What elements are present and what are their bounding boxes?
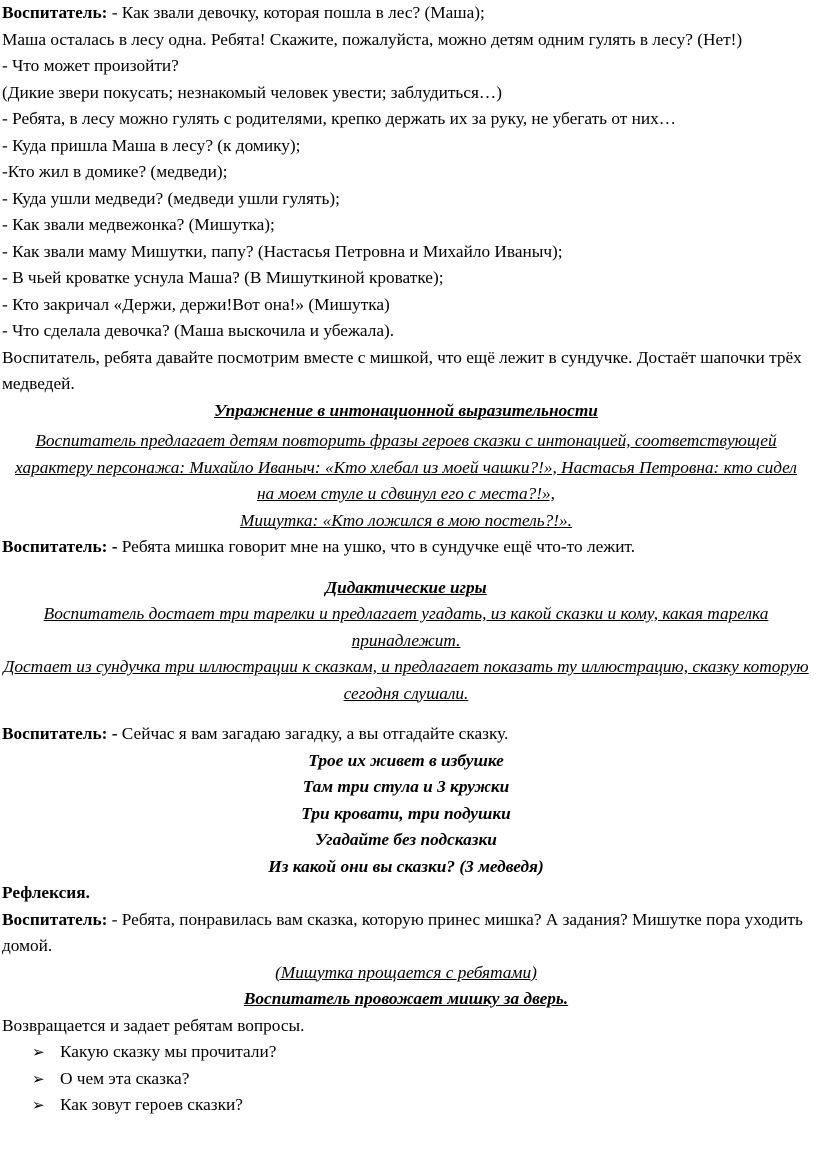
exercise-text: Ребята мишка говорит мне на ушко, что в сундучке ещё что-то лежит.: [117, 537, 636, 556]
games-paragraph: Достает из сундучка три иллюстрации к сказкам, и предлагает показать ту иллюстрацию, сказку которую сегодня слушали.: [3, 657, 809, 703]
intro-line: - Что может произойти?: [2, 56, 179, 75]
riddle-line: Трое их живет в избушке: [308, 750, 504, 770]
reflection-after: Возвращается и задает ребятам вопросы.: [2, 1015, 305, 1035]
riddle-line: Там три стула и 3 кружки: [302, 777, 510, 796]
riddle-line: Угадайте без подсказки: [315, 830, 497, 849]
reflection-note-bold: Воспитатель провожает мишку за дверь.: [243, 989, 569, 1008]
intro-line: - Куда ушли медведи? (медведи ушли гулять);: [2, 188, 340, 208]
intro-question: - Как звали девочку, которая пошла в лес? (Маша);: [107, 3, 485, 22]
intro-line: - Как звали медвежонка? (Мишутка);: [2, 215, 275, 234]
intro-line: - В чьей кроватке уснула Маша? (В Мишуткиной кроватке);: [2, 268, 444, 287]
exercise-speaker-line: [2, 534, 810, 561]
intro-line: - Ребята, в лесу можно гулять с родителями, крепко держать их за руку, не убегать от них…: [2, 109, 677, 128]
intro-line: Маша осталась в лесу одна. Ребята! Скажите, пожалуйста, можно детям одним гулять в лесу? (Нет!): [2, 29, 743, 49]
speaker-label: Воспитатель: -: [2, 537, 118, 556]
intro-line: - Куда пришла Маша в лесу? (к домику);: [2, 135, 301, 155]
exercise-paragraph: Мишутка: «Кто ложился в мою постель?!».: [239, 510, 573, 530]
intro-line: - Что сделала девочка? (Маша выскочила и убежала).: [2, 321, 395, 340]
question-text: Как зовут героев сказки?: [60, 1095, 243, 1114]
games-paragraph: Воспитатель достает три тарелки и предлагает угадать, из какой сказки и кому, какая тарелка принадлежит.: [43, 604, 769, 650]
intro-line: - Как звали маму Мишутки, папу? (Настасья Петровна и Михайло Иваныч);: [2, 241, 563, 261]
reflection-text: - Ребята, понравилась вам сказка, которую принес мишка? А задания? Мишутке пора уходить домой.: [2, 909, 803, 955]
intro-first-line: [2, 0, 810, 27]
reflection-note: (Мишутка прощается с ребятами): [275, 962, 537, 982]
arrow-bullet-icon: ➢: [32, 1096, 45, 1114]
list-item: [32, 1092, 810, 1119]
reflection-speaker-line: [2, 907, 810, 960]
list-item: [32, 1066, 810, 1093]
question-text: О чем эта сказка?: [60, 1068, 190, 1088]
intro-line: Воспитатель, ребята давайте посмотрим вместе с мишкой, что ещё лежит в сундучке. Достаёт шапочки трёх медведей.: [2, 347, 802, 393]
riddle-intro-line: [2, 721, 810, 748]
list-item: [32, 1039, 810, 1066]
riddle-intro-text: Сейчас я вам загадаю загадку, а вы отгадайте сказку.: [117, 724, 509, 743]
questions-list: [2, 1039, 810, 1119]
exercise-paragraph: Воспитатель предлагает детям повторить фразы героев сказки с интонацией, соответствующей характеру персонажа: Михайло Иваныч: «Кто хлебал из моей чашки?!», Настасья Петровна: кто сидел на моем стуле и сдвинул его с места?!»,: [15, 431, 797, 503]
intro-line: - Кто закричал «Держи, держи!Вот она!» (Мишутка): [2, 294, 390, 314]
speaker-label: Воспитатель:: [2, 909, 108, 929]
speaker-label: Воспитатель: -: [2, 724, 118, 743]
speaker-label: Воспитатель:: [2, 3, 108, 22]
intro-line: (Дикие звери покусать; незнакомый человек увести; заблудиться…): [2, 82, 502, 102]
riddle-line: Из какой они вы сказки? (3 медведя): [268, 856, 544, 876]
intro-line: -Кто жил в домике? (медведи);: [2, 162, 228, 181]
arrow-bullet-icon: ➢: [32, 1043, 45, 1061]
exercise-heading: Упражнение в интонационной выразительности: [214, 400, 598, 420]
riddle-line: Три кровати, три подушки: [301, 803, 511, 823]
games-heading: Дидактические игры: [325, 577, 487, 597]
reflection-heading: Рефлексия.: [2, 883, 90, 902]
arrow-bullet-icon: ➢: [32, 1069, 45, 1088]
question-text: Какую сказку мы прочитали?: [60, 1042, 277, 1061]
